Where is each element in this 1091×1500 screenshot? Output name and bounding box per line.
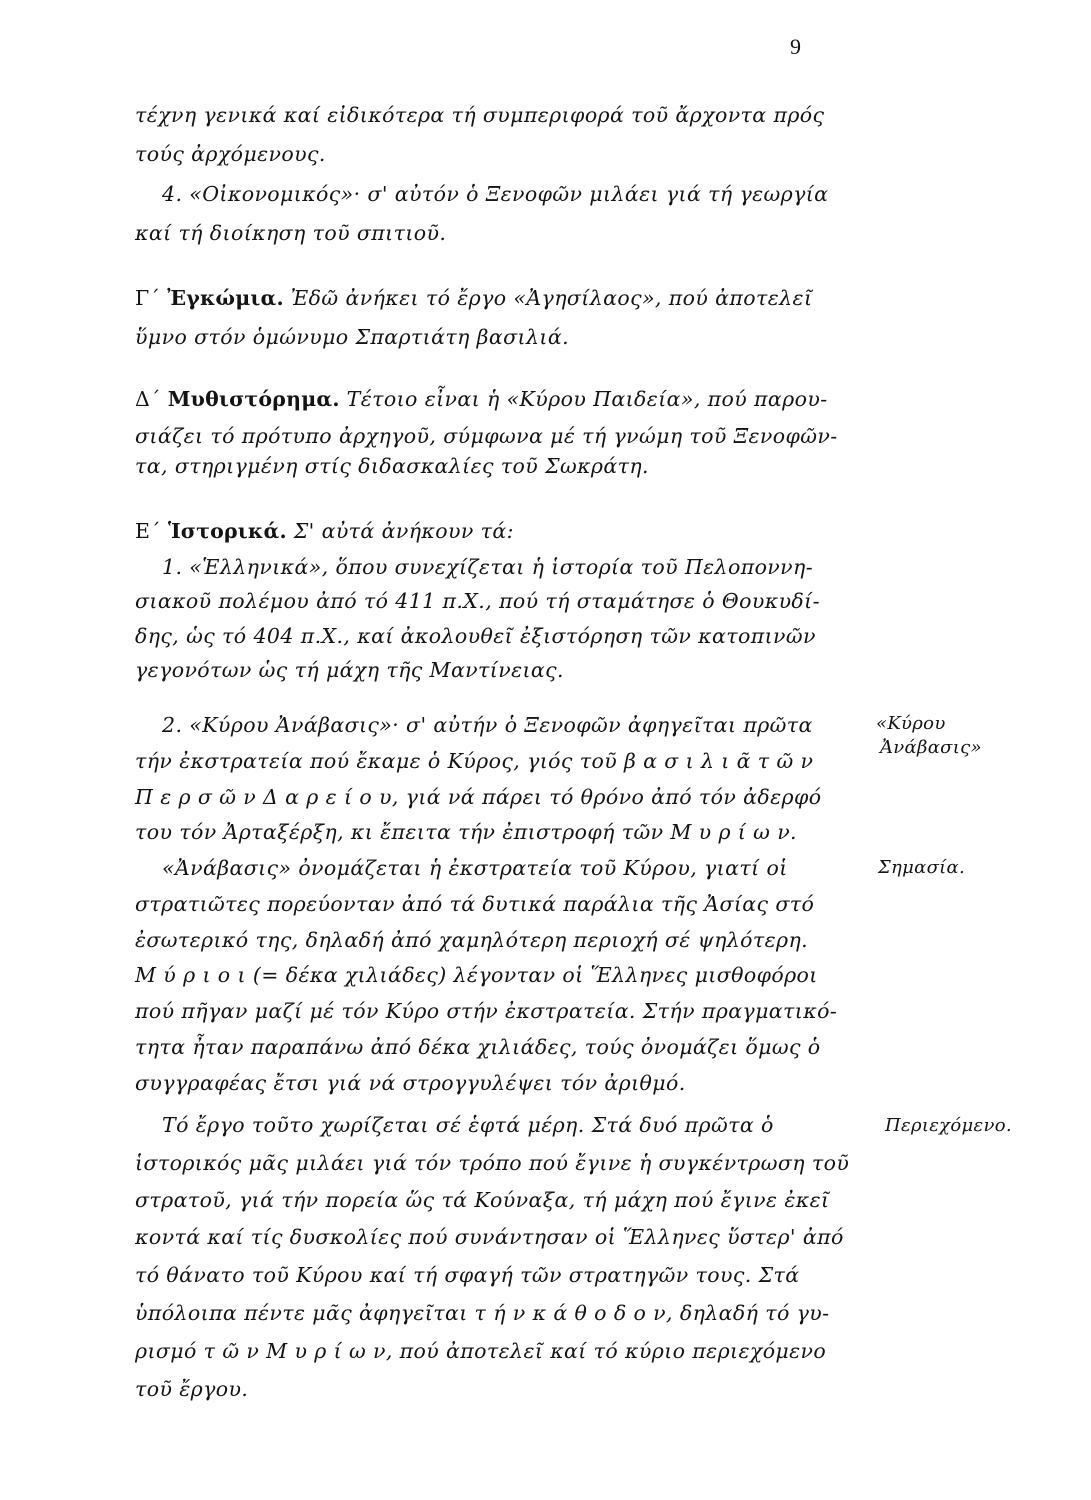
text-line: 2. «Κύρου Ἀνάβασις»· σ' αὐτήν ὁ Ξενοφῶν ἀφηγεῖται πρῶτα [162,713,813,737]
text-line: τέχνη γενικά καί εἰδικότερα τή συμπεριφορά τοῦ ἄρχοντα πρός [135,103,825,127]
text-line: στρατιῶτες πορεύονταν ἀπό τά δυτικά παράλια τῆς Ἀσίας στό [135,892,815,916]
text-line: κοντά καί τίς δυσκολίες πού συνάντησαν οἱ Ἕλληνες ὕστερ' ἀπό [135,1225,844,1249]
section-delta-line [135,386,828,412]
text-line: ὕμνο στόν ὁμώνυμο Σπαρτιάτη βασιλιά. [135,325,569,349]
section-heading: Ἐγκώμια. [167,286,284,310]
text-line: τήν ἐκστρατεία πού ἔκαμε ὁ Κύρος, γιός τοῦ β α σ ι λ ι ᾶ τ ῶ ν [135,749,814,773]
section-text: Τέτοιο εἶναι ἡ «Κύρου Παιδεία», πού παρου- [346,387,828,411]
section-letter: Δ΄ [135,387,161,411]
text-line: τό θάνατο τοῦ Κύρου καί τή σφαγή τῶν στρατηγῶν τους. Στά [135,1263,800,1287]
section-heading: Μυθιστόρημα. [167,387,340,411]
section-letter: Ε΄ [135,519,162,543]
margin-note-kyrou: «Κύρου [876,713,946,734]
text-line: τούς ἀρχόμενους. [135,142,326,166]
text-line: ἱστορικός μᾶς μιλάει γιά τόν τρόπο πού ἔγινε ἡ συγκέντρωση τοῦ [135,1151,850,1175]
section-text: Σ' αὐτά ἀνήκουν τά: [293,519,514,543]
text-line: γεγονότων ὡς τή μάχη τῆς Μαντίνειας. [135,658,564,682]
text-line: σιακοῦ πολέμου ἀπό τό 411 π.Χ., πού τή σταμάτησε ὁ Θουκυδί- [135,589,820,613]
text-line: σιάζει τό πρότυπο ἀρχηγοῦ, σύμφωνα μέ τή γνώμη τοῦ Ξενοφῶν- [135,424,838,448]
text-line: ἐσωτερικό της, δηλαδή ἀπό χαμηλότερη περιοχή σέ ψηλότερη. [135,928,809,952]
text-line: τα, στηριγμένη στίς διδασκαλίες τοῦ Σωκράτη. [135,454,649,478]
section-text: Ἐδῶ ἀνήκει τό ἔργο «Ἀγησίλαος», πού ἀποτελεῖ [290,286,813,310]
text-line: 1. «Ἑλληνικά», ὅπου συνεχίζεται ἡ ἱστορία τοῦ Πελοποννη- [162,555,814,579]
margin-note-simasia: Σημασία. [878,857,965,878]
page-number: 9 [790,34,801,59]
text-line: Π ε ρ σ ῶ ν Δ α ρ ε ί ο υ, γιά νά πάρει τό θρόνο ἀπό τόν ἀδερφό [135,785,822,809]
text-line: καί τή διοίκηση τοῦ σπιτιοῦ. [135,221,447,245]
margin-note-anabasis: Ἀνάβασις» [880,737,982,758]
text-line: Μ ύ ρ ι ο ι (= δέκα χιλιάδες) λέγονταν οἱ Ἕλληνες μισθοφόροι [135,963,818,987]
section-epsilon-line [135,518,514,544]
text-line: ὑπόλοιπα πέντε μᾶς ἀφηγεῖται τ ή ν κ ά θ ο δ ο ν, δηλαδή τό γυ- [135,1301,830,1325]
text-line: ρισμό τ ῶ ν Μ υ ρ ί ω ν, πού ἀποτελεῖ καί τό κύριο περιεχόμενο [135,1339,827,1363]
text-line: Τό ἔργο τοῦτο χωρίζεται σέ ἑφτά μέρη. Στά δυό πρῶτα ὁ [162,1113,774,1137]
text-line: 4. «Οἰκονομικός»· σ' αὐτόν ὁ Ξενοφῶν μιλάει γιά τή γεωργία [162,182,829,206]
text-line: πού πῆγαν μαζί μέ τόν Κύρο στήν ἐκστρατεία. Στήν πραγματικό- [135,999,838,1023]
text-line: του τόν Ἀρταξέρξη, κι ἔπειτα τήν ἐπιστροφή τῶν Μ υ ρ ί ω ν. [135,820,797,844]
section-letter: Γ΄ [135,286,161,310]
section-gamma-line [135,285,812,311]
section-heading: Ἱστορικά. [167,519,287,543]
text-line: δης, ὡς τό 404 π.Χ., καί ἀκολουθεῖ ἐξιστόρηση τῶν κατοπινῶν [135,624,816,648]
text-line: στρατοῦ, γιά τήν πορεία ὥς τά Κούναξα, τή μάχη πού ἔγινε ἐκεῖ [135,1188,830,1212]
text-line: τητα ἦταν παραπάνω ἀπό δέκα χιλιάδες, τούς ὀνομάζει ὅμως ὁ [135,1035,821,1059]
margin-note-periexomeno: Περιεχόμενο. [885,1115,1012,1136]
text-line: τοῦ ἔργου. [135,1377,249,1401]
text-line: «Ἀνάβασις» ὀνομάζεται ἡ ἐκστρατεία τοῦ Κύρου, γιατί οἱ [162,856,788,880]
text-line: συγγραφέας ἔτσι γιά νά στρογγυλέψει τόν ἀριθμό. [135,1071,686,1095]
